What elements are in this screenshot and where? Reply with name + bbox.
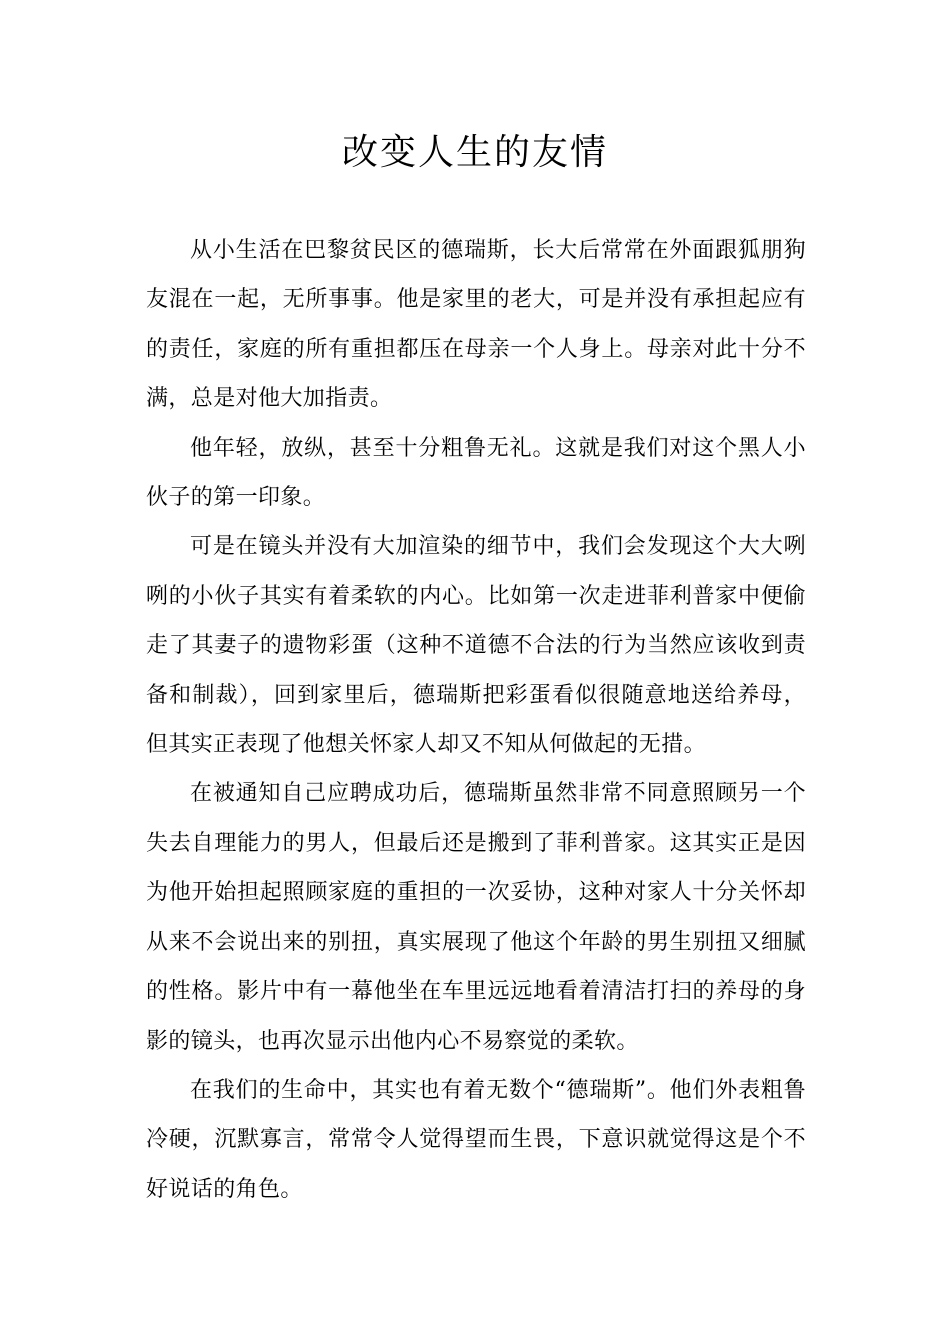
paragraph: 从小生活在巴黎贫民区的德瑞斯，长大后常常在外面跟狐朋狗友混在一起，无所事事。他是家里的老大，可是并没有承担起应有的责任，家庭的所有重担都压在母亲一个人身上。母亲对此十分不满，总是对他大加指责。 <box>146 238 806 412</box>
paragraph: 在我们的生命中，其实也有着无数个“德瑞斯”。他们外表粗鲁冷硬，沉默寡言，常常令人觉得望而生畏，下意识就觉得这是个不好说话的角色。 <box>146 1077 806 1202</box>
document-body <box>146 226 806 1214</box>
paragraph: 他年轻，放纵，甚至十分粗鲁无礼。这就是我们对这个黑人小伙子的第一印象。 <box>146 435 806 511</box>
paragraph: 在被通知自己应聘成功后，德瑞斯虽然非常不同意照顾另一个失去自理能力的男人，但最后还是搬到了菲利普家。这其实正是因为他开始担起照顾家庭的重担的一次妥协，这种对家人十分关怀却从来不会说出来的别扭，真实展现了他这个年龄的男生别扭又细腻的性格。影片中有一幕他坐在车里远远地看着清洁打扫的养母的身影的镜头，也再次显示出他内心不易察觉的柔软。 <box>146 781 806 1054</box>
paragraph: 可是在镜头并没有大加渲染的细节中，我们会发现这个大大咧咧的小伙子其实有着柔软的内心。比如第一次走进菲利普家中便偷走了其妻子的遗物彩蛋（这种不道德不合法的行为当然应该收到责备和制裁），回到家里后，德瑞斯把彩蛋看似很随意地送给养母，但其实正表现了他想关怀家人却又不知从何做起的无措。 <box>146 534 806 758</box>
document-title: 改变人生的友情 <box>341 132 608 173</box>
